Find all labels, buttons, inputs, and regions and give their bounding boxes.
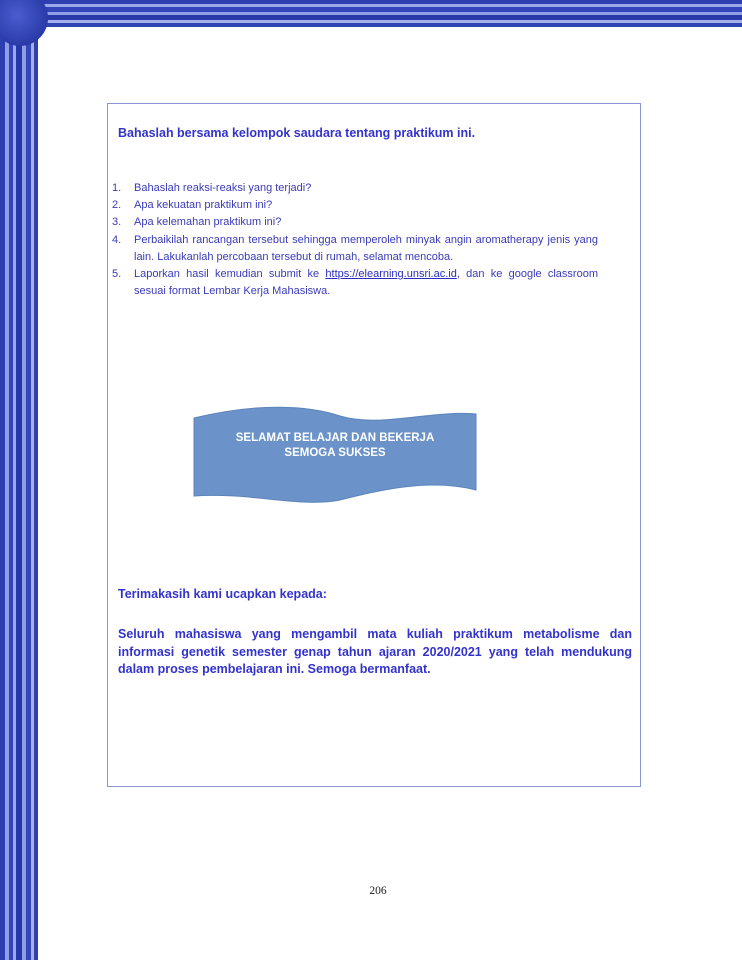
list-item	[112, 232, 598, 266]
content-box	[107, 103, 641, 787]
success-banner	[190, 404, 480, 504]
task-list	[112, 180, 598, 300]
list-item	[112, 214, 598, 231]
page-number: 206	[369, 885, 387, 897]
list-text: Apa kekuatan praktikum ini?	[134, 199, 273, 212]
list-text-after-link: , dan ke google classroom sesuai format Lembar Kerja Mahasiswa.	[134, 268, 598, 298]
list-number: 1.	[112, 182, 122, 194]
list-number: 5.	[112, 268, 122, 281]
list-number: 3.	[112, 216, 122, 229]
list-item	[112, 180, 598, 197]
frame-corner-circle	[0, 0, 48, 46]
list-text: Bahaslah reaksi-reaksi yang terjadi?	[134, 182, 312, 194]
list-text-before-link: Laporkan hasil kemudian submit ke	[134, 268, 326, 281]
discussion-heading: Bahaslah bersama kelompok saudara tentang praktikum ini.	[118, 126, 476, 140]
list-text: Perbaikilah rancangan tersebut sehingga memperoleh minyak angin aromatherapy jenis yang lain. Lakukanlah percobaan tersebut di rumah, selamat mencoba.	[134, 233, 598, 263]
thanks-paragraph: Seluruh mahasiswa yang mengambil mata kuliah praktikum metabolisme dan informasi genetik semester genap tahun ajaran 2020/2021 yang telah mendukung dalam proses pembelajaran ini. Semoga bermanfaat.	[118, 627, 632, 676]
page-frame-top	[0, 0, 742, 27]
banner-line-2: SEMOGA SUKSES	[284, 447, 386, 459]
banner-text	[190, 431, 480, 461]
thanks-heading: Terimakasih kami ucapkan kepada:	[118, 587, 327, 601]
elearning-link[interactable]: https://elearning.unsri.ac.id	[325, 268, 457, 281]
list-number: 2.	[112, 199, 122, 212]
list-number: 4.	[112, 233, 122, 246]
list-item	[112, 266, 598, 300]
list-item	[112, 197, 598, 214]
list-text: Apa kelemahan praktikum ini?	[134, 216, 282, 229]
banner-line-1: SELAMAT BELAJAR DAN BEKERJA	[235, 432, 435, 444]
page-frame-left	[0, 0, 38, 960]
